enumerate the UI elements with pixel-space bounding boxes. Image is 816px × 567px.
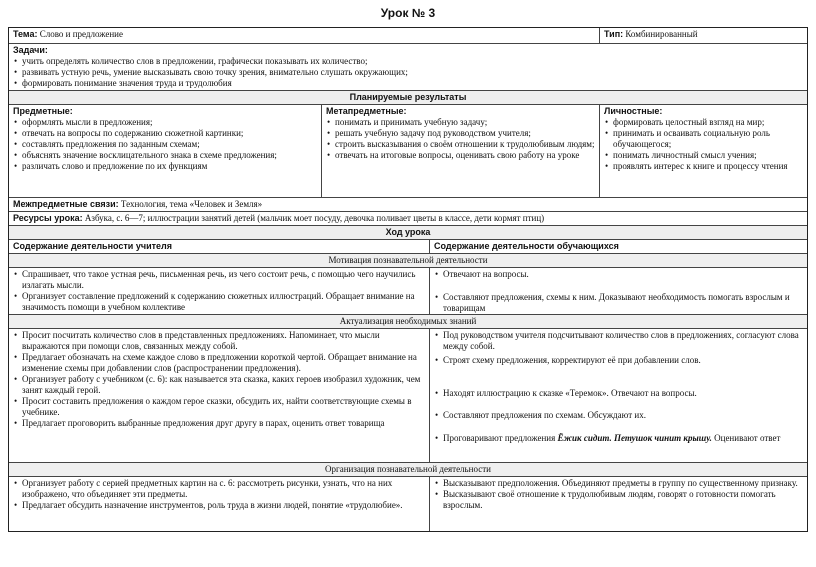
list-item: • Предлагает обозначать на схеме каждое слово в предложении короткой чертой. Обращает внимание на изменение схемы при добавлении слов (распространении предложения). (13, 352, 425, 374)
list-item: • формировать понимание значения труда и трудолюбия (13, 78, 803, 89)
list-item: • Организует работу с серией предметных картин на с. 6: рассмотреть рисунки, узнать, что на них изображено, что объединяет эти предметы. (13, 478, 425, 500)
results-row (9, 104, 807, 197)
personal-list (604, 117, 803, 172)
list-item: • различать слово и предложение по их функциям (13, 161, 317, 172)
list-item: • составлять предложения по заданным схемам; (13, 139, 317, 150)
resources-label: Ресурсы урока: (13, 213, 83, 223)
list-item (434, 433, 803, 444)
list-item: • проявлять интерес к книге и процессу чтения (604, 161, 803, 172)
teacher-list (13, 330, 425, 429)
student-activity (429, 268, 807, 314)
list-item: • принимать и осваивать социальную роль обучающегося; (604, 128, 803, 150)
list-item: • отвечать на итоговые вопросы, оценивать свою работу на уроке (326, 150, 595, 161)
interdisciplinary-label: Межпредметные связи: (13, 199, 119, 209)
list-item: • Находят иллюстрацию к сказке «Теремок». Отвечают на вопросы. (434, 388, 803, 399)
resources-cell (9, 212, 807, 225)
personal-label: Личностные: (604, 106, 663, 116)
stage-content-row (9, 267, 807, 314)
list-item: • Просит посчитать количество слов в представленных предложениях. Напоминает, что мысли выражаются при помощи слов, связанных между собой. (13, 330, 425, 352)
topic-cell (9, 28, 599, 43)
lesson-plan-table (8, 27, 808, 532)
personal-results (599, 105, 807, 197)
example-sentence: Ёжик сидит. Петушок чинит крышу. (557, 433, 712, 443)
type-label: Тип: (604, 29, 624, 39)
stage-name: Организация познавательной деятельности (325, 464, 491, 474)
type-value: Комбинированный (625, 29, 698, 39)
stage-heading-row (9, 253, 807, 267)
list-item: • Просит составить предложения о каждом герое сказки, обсудить их, найти соответствующие схемы в учебнике. (13, 396, 425, 418)
meta-results (321, 105, 599, 197)
results-heading: Планируемые результаты (349, 92, 467, 102)
list-item: • Под руководством учителя подсчитывают количество слов в предложениях, согласуют слова между собой. (434, 330, 803, 352)
teacher-activity (9, 477, 429, 531)
resources-value: Азбука, с. 6—7; иллюстрации занятий детей (мальчик моет посуду, девочка поливает цветы в классе, дети кормят птиц) (84, 213, 545, 223)
list-item: • формировать целостный взгляд на мир; (604, 117, 803, 128)
tasks-cell (9, 44, 807, 90)
teacher-list (13, 478, 425, 511)
student-list (434, 269, 803, 314)
stage-content-row (9, 476, 807, 531)
list-item: • учить определять количество слов в предложении, графически показывать их количество; (13, 56, 803, 67)
list-item: • Составляют предложения, схемы к ним. Доказывают необходимость помогать взрослым и товарищам (434, 292, 803, 314)
course-heading: Ход урока (385, 227, 431, 237)
course-heading-row (9, 225, 807, 239)
interdisciplinary-cell (9, 198, 807, 211)
student-list (434, 478, 803, 511)
list-item: • понимать личностный смысл учения; (604, 150, 803, 161)
tasks-row (9, 43, 807, 90)
student-activity (429, 329, 807, 462)
topic-value: Слово и предложение (39, 29, 123, 39)
subject-label: Предметные: (13, 106, 73, 116)
student-column-header: Содержание деятельности обучающихся (429, 240, 807, 253)
list-item: • объяснять значение восклицательного знака в схеме предложения; (13, 150, 317, 161)
results-heading-row (9, 90, 807, 104)
stage-content-row (9, 328, 807, 462)
interdisciplinary-value: Технология, тема «Человек и Земля» (120, 199, 263, 209)
tasks-list (13, 56, 803, 89)
interdisciplinary-row (9, 197, 807, 211)
list-item: • Отвечают на вопросы. (434, 269, 803, 280)
list-item: • Составляют предложения по схемам. Обсуждают их. (434, 410, 803, 421)
meta-list (326, 117, 595, 161)
subject-list (13, 117, 317, 172)
meta-label: Метапредметные: (326, 106, 407, 116)
topic-row (9, 28, 807, 43)
subject-results (9, 105, 321, 197)
student-activity (429, 477, 807, 531)
teacher-activity (9, 329, 429, 462)
list-item: • развивать устную речь, умение высказывать свою точку зрения, внимательно слушать окружающих; (13, 67, 803, 78)
teacher-column-header: Содержание деятельности учителя (13, 241, 172, 251)
list-item: • понимать и принимать учебную задачу; (326, 117, 595, 128)
teacher-activity (9, 268, 429, 314)
list-item: • Организует составление предложений к содержанию сюжетных иллюстраций. Обращает внимание на значимость помощи в учебном коллективе (13, 291, 425, 313)
stage-name: Мотивация познавательной деятельности (328, 255, 488, 265)
stage-heading-row (9, 462, 807, 476)
list-item: • оформлять мысли в предложения; (13, 117, 317, 128)
student-text: Проговаривают предложения (443, 433, 556, 443)
student-text-tail: Оценивают ответ (714, 433, 781, 443)
list-item: • отвечать на вопросы по содержанию сюжетной картинки; (13, 128, 317, 139)
list-item: • Высказывают своё отношение к трудолюбивым людям, говорят о готовности помогать взрослым. (434, 489, 803, 511)
list-item: • строить высказывания о своём отношении к трудолюбивым людям; (326, 139, 595, 150)
topic-label: Тема: (13, 29, 38, 39)
list-item: • решать учебную задачу под руководством учителя; (326, 128, 595, 139)
course-columns-row (9, 239, 807, 253)
list-item: • Высказывают предположения. Объединяют предметы в группу по существенному признаку. (434, 478, 803, 489)
type-cell (599, 28, 807, 43)
resources-row (9, 211, 807, 225)
list-item: • Организует работу с учебником (с. 6): как называется эта сказка, каких героев изобразил художник, чем занят каждый герой. (13, 374, 425, 396)
student-list (434, 330, 803, 444)
list-item: • Спрашивает, что такое устная речь, письменная речь, из чего состоит речь, с помощью чего научились излагать мысли. (13, 269, 425, 291)
tasks-label: Задачи: (13, 45, 48, 55)
list-item: • Предлагает обсудить назначение инструментов, роль труда в жизни людей, понятие «трудолюбие». (13, 500, 425, 511)
lesson-title: Урок № 3 (380, 6, 436, 20)
stage-heading-row (9, 314, 807, 328)
list-item: • Строят схему предложения, корректируют её при добавлении слов. (434, 355, 803, 366)
stage-name: Актуализация необходимых знаний (339, 316, 477, 326)
list-item: • Предлагает проговорить выбранные предложения друг другу в парах, оценить ответ товарища (13, 418, 425, 429)
teacher-list (13, 269, 425, 313)
